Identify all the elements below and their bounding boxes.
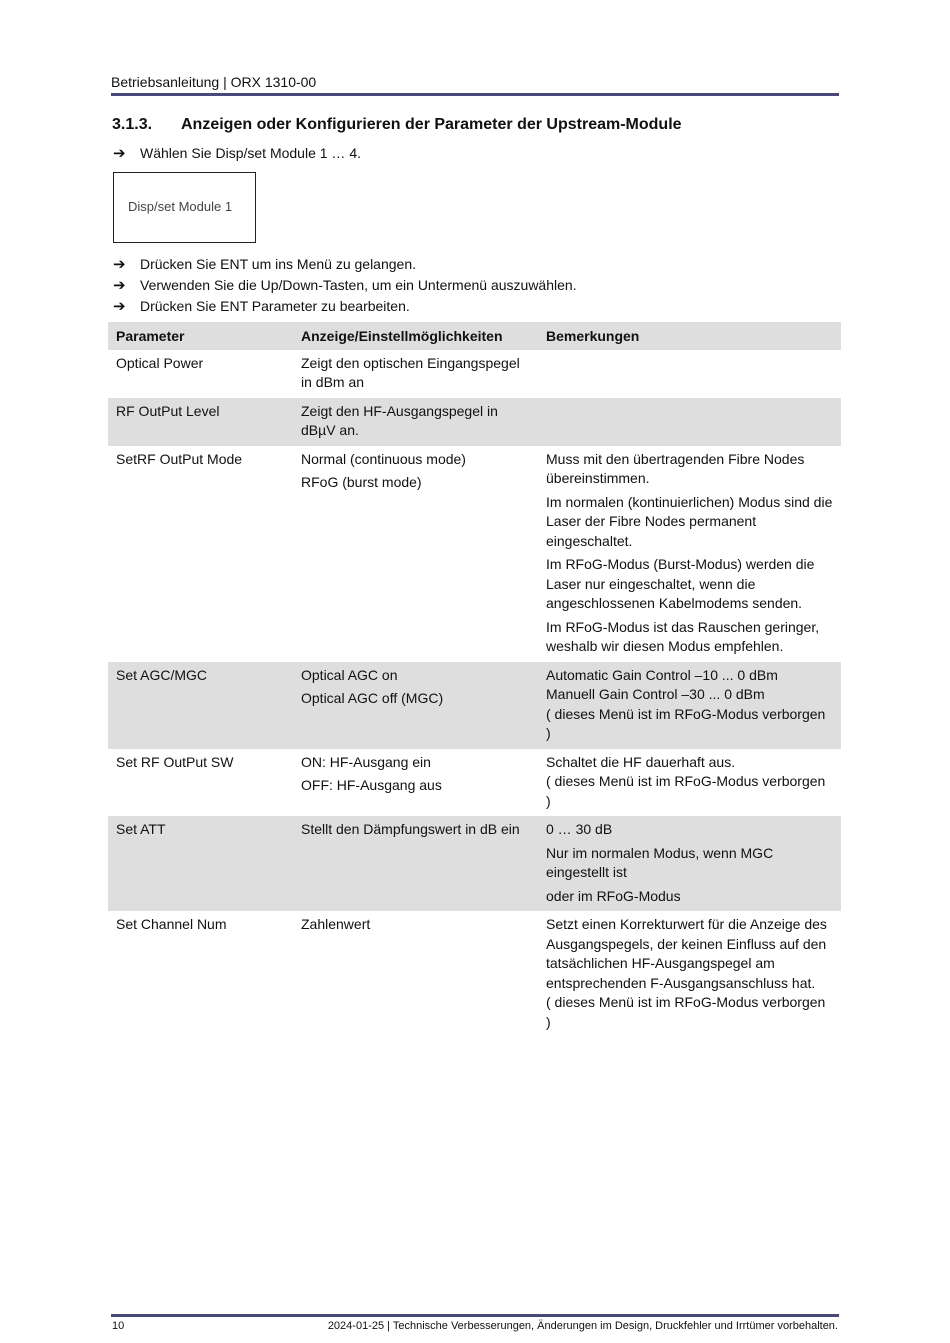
param-name: RF OutPut Level — [116, 402, 220, 419]
table-header-row — [108, 322, 841, 350]
table-row — [108, 911, 841, 1037]
arrow-right-icon: ➔ — [113, 145, 126, 162]
remark-text: Automatic Gain Control –10 ... 0 dBm — [546, 666, 778, 683]
remark-text: ( dieses Menü ist im RFoG-Modus verborgen ) — [546, 705, 826, 741]
param-remarks — [538, 398, 841, 446]
param-remarks — [538, 911, 841, 1037]
table-row — [108, 446, 841, 662]
option-text: OFF: HF-Ausgang aus — [301, 777, 442, 793]
option-text: Normal (continuous mode) — [301, 450, 466, 467]
step-text: Wählen Sie Disp/set Module 1 … 4. — [140, 145, 361, 161]
remark-text: Schaltet die HF dauerhaft aus. — [546, 753, 736, 770]
param-options — [293, 911, 538, 1037]
instruction-step — [113, 296, 410, 317]
table-row — [108, 749, 841, 817]
column-header-parameter: Parameter — [116, 328, 185, 344]
header-rule — [111, 93, 839, 96]
step-text: Drücken Sie ENT Parameter zu bearbeiten. — [140, 298, 410, 314]
footer-note: 2024-01-25 | Technische Verbesserungen, Änderungen im Design, Druckfehler und Irrtümer vorbehalten. — [327, 1320, 838, 1332]
param-name: Set ATT — [116, 821, 166, 837]
remark-text: Manuell Gain Control –30 ... 0 dBm — [546, 686, 765, 702]
step-text: Verwenden Sie die Up/Down-Tasten, um ein Untermenü auszuwählen. — [140, 277, 577, 293]
step-text: Drücken Sie ENT um ins Menü zu gelangen. — [140, 256, 416, 272]
param-remarks — [538, 446, 841, 662]
param-remarks — [538, 662, 841, 749]
remark-text: oder im RFoG-Modus — [546, 887, 681, 904]
section-heading — [112, 114, 840, 136]
option-text: ON: HF-Ausgang ein — [301, 753, 431, 770]
page-header: Betriebsanleitung | ORX 1310-00 — [111, 74, 317, 90]
remark-text: ( dieses Menü ist im RFoG-Modus verborgen ) — [546, 773, 826, 809]
column-header-remarks: Bemerkungen — [546, 328, 640, 344]
instruction-step — [113, 143, 361, 164]
table-row — [108, 350, 841, 398]
param-name: Set AGC/MGC — [116, 666, 208, 683]
option-text: Zeigt den HF-Ausgangspegel in dBµV an. — [301, 402, 498, 438]
instruction-step — [113, 254, 416, 275]
param-options — [293, 446, 538, 662]
param-name: Optical Power — [116, 354, 204, 371]
section-number: 3.1.3. — [112, 116, 153, 133]
display-text: Disp/set Module 1 — [128, 199, 233, 214]
remark-text: Im normalen (kontinuierlichen) Modus sind die Laser der Fibre Nodes permanent eingeschaltet. — [546, 493, 833, 549]
param-name: SetRF OutPut Mode — [116, 450, 243, 467]
remark-text: Nur im normalen Modus, wenn MGC eingestellt ist — [546, 844, 774, 880]
option-text: Zahlenwert — [301, 916, 371, 932]
option-text: Zeigt den optischen Eingangspegel in dBm an — [301, 354, 520, 390]
table-row — [108, 816, 841, 911]
table-row — [108, 398, 841, 446]
arrow-right-icon: ➔ — [113, 298, 126, 315]
param-options — [293, 398, 538, 446]
remark-text: 0 … 30 dB — [546, 821, 613, 837]
param-name: Set Channel Num — [116, 916, 227, 932]
remark-text: Muss mit den übertragenden Fibre Nodes übereinstimmen. — [546, 450, 805, 486]
section-title: Anzeigen oder Konfigurieren der Parameter der Upstream-Module — [181, 116, 682, 133]
param-options — [293, 749, 538, 817]
parameter-table — [108, 322, 841, 1037]
option-text: Optical AGC off (MGC) — [301, 690, 444, 706]
param-options — [293, 350, 538, 398]
remark-text: Setzt einen Korrekturwert für die Anzeige des Ausgangspegels, der keinen Einfluss auf den tatsächlichen HF-Ausgangspegel am entsprechenden F-Ausgangsanschluss hat. — [546, 916, 827, 991]
option-text: Stellt den Dämpfungswert in dB ein — [301, 821, 520, 837]
param-remarks — [538, 350, 841, 398]
param-name: Set RF OutPut SW — [116, 753, 234, 770]
page-number: 10 — [112, 1320, 125, 1332]
param-remarks — [538, 749, 841, 817]
remark-text: ( dieses Menü ist im RFoG-Modus verborgen ) — [546, 994, 826, 1030]
instruction-step — [113, 275, 577, 296]
param-options — [293, 816, 538, 911]
footer-rule — [111, 1314, 839, 1317]
option-text: RFoG (burst mode) — [301, 474, 422, 490]
param-remarks — [538, 816, 841, 911]
arrow-right-icon: ➔ — [113, 277, 126, 294]
column-header-options: Anzeige/Einstellmöglichkeiten — [301, 328, 503, 344]
remark-text: Im RFoG-Modus ist das Rauschen geringer, weshalb wir diesen Modus empfehlen. — [546, 618, 820, 654]
arrow-right-icon: ➔ — [113, 256, 126, 273]
device-display — [113, 172, 256, 243]
remark-text: Im RFoG-Modus (Burst-Modus) werden die Laser nur eingeschaltet, wenn die angeschlossenen Kabelmodems senden. — [546, 556, 815, 611]
option-text: Optical AGC on — [301, 666, 398, 683]
param-options — [293, 662, 538, 749]
table-row — [108, 662, 841, 749]
